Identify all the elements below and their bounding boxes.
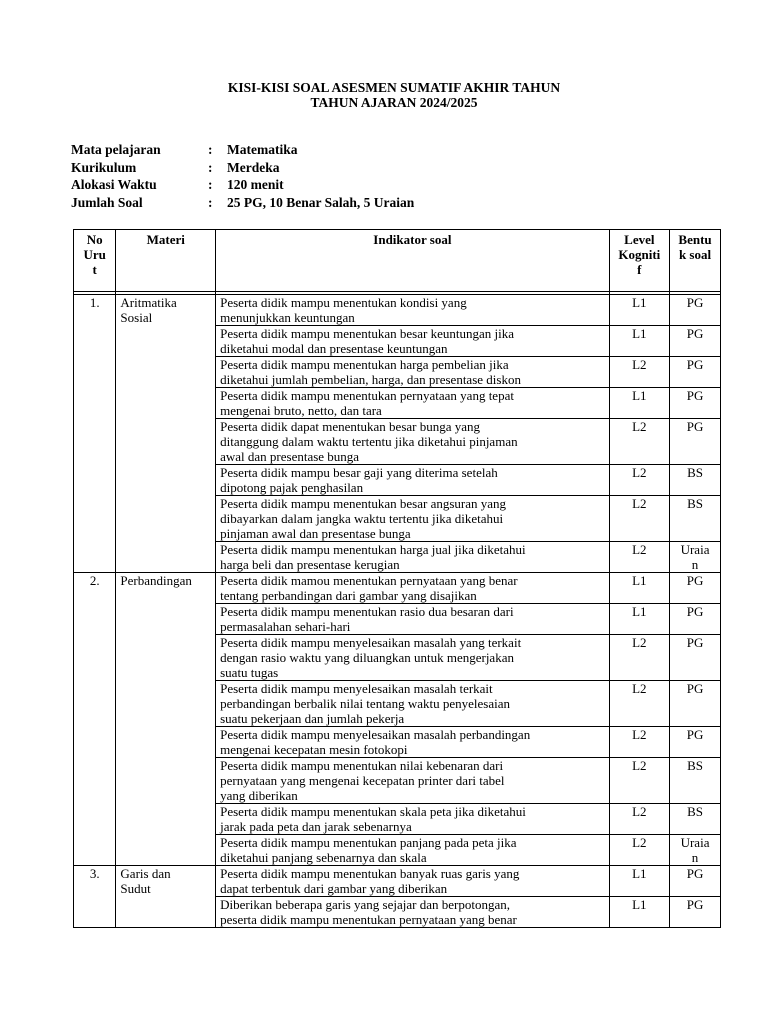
cell-line: menunjukkan keuntungan [220, 310, 355, 325]
cell-line: PG [686, 357, 704, 372]
cell-materi [116, 573, 216, 866]
cell-line: Peserta didik mampu menyelesaikan masalah perbandingan [220, 727, 531, 742]
cell-level: L2 [609, 727, 669, 758]
cell-indikator [216, 573, 610, 604]
header-text: k soal [678, 247, 712, 262]
cell-bentuk [670, 897, 721, 928]
cell-line: harga beli dan presentase kerugian [220, 557, 400, 572]
cell-line: PG [686, 419, 704, 434]
cell-indikator [216, 727, 610, 758]
cell-line: Uraia [680, 542, 710, 557]
cell-line: diketahui panjang sebenarnya dan skala [220, 850, 427, 865]
cell-indikator [216, 542, 610, 573]
info-label: Alokasi Waktu [71, 177, 157, 192]
cell-line: tentang perbandingan dari gambar yang disajikan [220, 588, 477, 603]
cell-level: L1 [609, 388, 669, 419]
info-label: Mata pelajaran [71, 142, 161, 157]
cell-level: L1 [609, 295, 669, 326]
cell-indikator [216, 604, 610, 635]
cell-bentuk [670, 326, 721, 357]
cell-level: L2 [609, 804, 669, 835]
materi-line: Garis dan [120, 866, 171, 881]
cell-bentuk [670, 542, 721, 573]
cell-bentuk [670, 357, 721, 388]
cell-line: Peserta didik mampu menentukan rasio dua besaran dari [220, 604, 514, 619]
cell-bentuk [670, 419, 721, 465]
cell-level: L2 [609, 419, 669, 465]
cell-line: Peserta didik mampu menentukan nilai kebenaran dari [220, 758, 504, 773]
cell-line: Peserta didik mampu menentukan besar angsuran yang [220, 496, 507, 511]
cell-line: Uraia [680, 835, 710, 850]
document-subtitle: TAHUN AJARAN 2024/2025 [310, 95, 478, 110]
cell-line: Peserta didik mampu menyelesaikan masalah yang terkait [220, 635, 522, 650]
cell-line: Peserta didik mampu menentukan skala peta jika diketahui [220, 804, 526, 819]
cell-indikator [216, 758, 610, 804]
cell-indikator [216, 357, 610, 388]
cell-line: pinjaman awal dan presentase bunga [220, 526, 411, 541]
cell-bentuk [670, 758, 721, 804]
info-label: Kurikulum [71, 159, 137, 175]
cell-line: PG [686, 681, 704, 696]
cell-line: Peserta didik mampu menentukan banyak ruas garis yang [220, 866, 520, 881]
header-no [74, 230, 116, 292]
materi-line: Aritmatika [120, 295, 177, 310]
cell-indikator [216, 681, 610, 727]
cell-line: BS [687, 804, 703, 819]
cell-indikator [216, 496, 610, 542]
header-bentuk [670, 230, 721, 292]
cell-line: suatu pekerjaan dan jumlah pekerja [220, 711, 405, 726]
cell-materi [116, 866, 216, 928]
cell-indikator [216, 419, 610, 465]
cell-line: mengenai bruto, netto, dan tara [220, 403, 382, 418]
cell-line: yang diberikan [220, 788, 298, 803]
cell-line: peserta didik mampu menentukan pernyataan yang benar [220, 912, 517, 927]
cell-indikator [216, 835, 610, 866]
materi-line: Perbandingan [120, 573, 192, 588]
cell-level: L2 [609, 681, 669, 727]
cell-line: PG [686, 388, 704, 403]
cell-level: L2 [609, 635, 669, 681]
cell-line: BS [687, 758, 703, 773]
cell-line: Peserta didik mampu menentukan panjang pada peta jika [220, 835, 517, 850]
cell-bentuk [670, 573, 721, 604]
cell-level: L2 [609, 758, 669, 804]
cell-line: PG [686, 727, 704, 742]
cell-bentuk [670, 635, 721, 681]
cell-line: mengenai kecepatan mesin fotokopi [220, 742, 408, 757]
header-text: Bentu [678, 232, 712, 247]
cell-line: PG [686, 326, 704, 341]
cell-line: Peserta didik mampu menentukan harga pembelian jika [220, 357, 509, 372]
cell-line: dibayarkan dalam jangka waktu tertentu jika diketahui [220, 511, 504, 526]
cell-line: suatu tugas [220, 665, 279, 680]
cell-line: PG [686, 635, 704, 650]
document-title: KISI-KISI SOAL ASESMEN SUMATIF AKHIR TAHUN [227, 80, 561, 95]
cell-bentuk [670, 804, 721, 835]
cell-line: permasalahan sehari-hari [220, 619, 351, 634]
cell-level: L2 [609, 496, 669, 542]
cell-line: Peserta didik mampu menentukan harga jual jika diketahui [220, 542, 526, 557]
cell-materi [116, 295, 216, 573]
cell-indikator [216, 388, 610, 419]
cell-line: diketahui jumlah pembelian, harga, dan presentase diskon [220, 372, 521, 387]
cell-indikator [216, 897, 610, 928]
cell-indikator [216, 295, 610, 326]
cell-line: PG [686, 573, 704, 588]
info-value: Matematika [227, 142, 298, 157]
cell-line: Peserta didik mamou menentukan pernyataan yang benar [220, 573, 518, 588]
header-text: f [637, 262, 642, 277]
cell-line: awal dan presentase bunga [220, 449, 360, 464]
cell-line: Peserta didik mampu besar gaji yang diterima setelah [220, 465, 498, 480]
cell-line: n [691, 557, 699, 572]
cell-line: PG [686, 866, 704, 881]
cell-bentuk [670, 465, 721, 496]
cell-bentuk [670, 835, 721, 866]
cell-line: Peserta didik mampu menentukan kondisi yang [220, 295, 467, 310]
cell-line: PG [686, 295, 704, 310]
header-text: Kogniti [618, 247, 661, 262]
cell-level: L1 [609, 326, 669, 357]
cell-no: 3. [74, 866, 116, 928]
cell-line: jarak pada peta dan jarak sebenarnya [220, 819, 412, 834]
cell-line: dengan rasio waktu yang diluangkan untuk mengerjakan [220, 650, 514, 665]
cell-bentuk [670, 388, 721, 419]
header-text: No [86, 232, 103, 247]
cell-level: L2 [609, 542, 669, 573]
cell-bentuk [670, 681, 721, 727]
info-value: Merdeka [227, 159, 280, 175]
cell-indikator [216, 326, 610, 357]
table-row [74, 573, 721, 604]
cell-line: PG [686, 604, 704, 619]
info-colon: : [208, 177, 213, 192]
header-text: t [92, 262, 97, 277]
cell-level: L1 [609, 604, 669, 635]
cell-line: diketahui modal dan presentase keuntungan [220, 341, 448, 356]
cell-line: PG [686, 897, 704, 912]
cell-level: L1 [609, 897, 669, 928]
kisi-kisi-table [73, 229, 721, 928]
cell-level: L2 [609, 357, 669, 388]
header-text: Indikator soal [373, 232, 452, 247]
info-colon: : [208, 159, 213, 175]
info-value: 120 menit [227, 177, 284, 192]
cell-line: dapat terbentuk dari gambar yang diberikan [220, 881, 448, 896]
cell-level: L1 [609, 573, 669, 604]
cell-level: L1 [609, 866, 669, 897]
header-text: Level [624, 232, 655, 247]
table-header-row [74, 230, 721, 292]
materi-line: Sosial [120, 310, 153, 325]
cell-level: L2 [609, 835, 669, 866]
header-materi [116, 230, 216, 292]
materi-line: Sudut [120, 881, 151, 896]
cell-indikator [216, 635, 610, 681]
cell-bentuk [670, 496, 721, 542]
table-row [74, 295, 721, 326]
cell-line: dipotong pajak penghasilan [220, 480, 364, 495]
header-text: Uru [83, 247, 106, 262]
info-colon: : [208, 194, 213, 210]
cell-indikator [216, 866, 610, 897]
cell-line: Peserta didik mampu menyelesaikan masalah terkait [220, 681, 493, 696]
cell-line: BS [687, 465, 703, 480]
info-label: Jumlah Soal [71, 194, 143, 210]
cell-indikator [216, 804, 610, 835]
header-text: Materi [146, 232, 185, 247]
table-row [74, 866, 721, 897]
cell-bentuk [670, 866, 721, 897]
cell-line: pernyataan yang mengenai kecepatan printer dari tabel [220, 773, 505, 788]
cell-line: Peserta didik mampu menentukan besar keuntungan jika [220, 326, 514, 341]
header-indikator [216, 230, 610, 292]
cell-no: 1. [74, 295, 116, 573]
cell-line: Peserta didik dapat menentukan besar bunga yang [220, 419, 481, 434]
cell-line: ditanggung dalam waktu tertentu jika diketahui pinjaman [220, 434, 518, 449]
cell-line: Peserta didik mampu menentukan pernyataan yang tepat [220, 388, 514, 403]
header-level [609, 230, 669, 292]
info-value: 25 PG, 10 Benar Salah, 5 Uraian [227, 194, 415, 210]
cell-line: BS [687, 496, 703, 511]
cell-bentuk [670, 727, 721, 758]
cell-no: 2. [74, 573, 116, 866]
cell-line: n [691, 850, 699, 865]
cell-level: L2 [609, 465, 669, 496]
info-colon: : [208, 142, 213, 157]
cell-indikator [216, 465, 610, 496]
cell-bentuk [670, 295, 721, 326]
cell-line: perbandingan berbalik nilai tentang waktu penyelesaian [220, 696, 510, 711]
cell-bentuk [670, 604, 721, 635]
cell-line: Diberikan beberapa garis yang sejajar dan berpotongan, [220, 897, 510, 912]
